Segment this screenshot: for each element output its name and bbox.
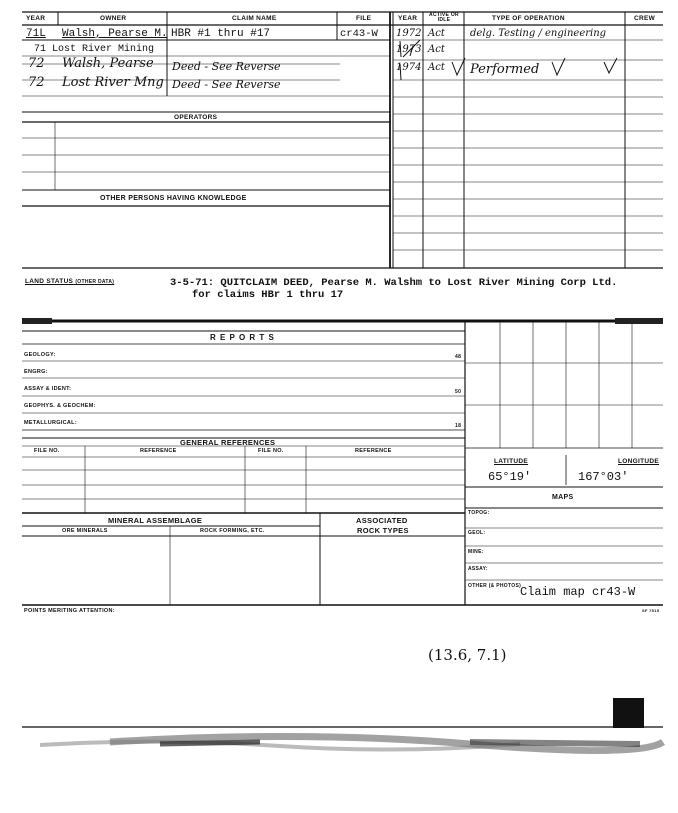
report-geology-num: 48 [455, 354, 462, 360]
latitude-label: LATITUDE [494, 458, 529, 465]
maps-other-label: OTHER (& PHOTOS) [468, 583, 522, 589]
points-meriting-attention-label: POINTS MERITING ATTENTION: [24, 608, 115, 614]
form-id: SF 7515 [642, 608, 660, 613]
report-geology-label: GEOLOGY: [24, 352, 56, 358]
header-active-idle: ACTIVE OR IDLE [429, 12, 459, 23]
ore-minerals-label: ORE MINERALS [62, 528, 108, 534]
header-owner: OWNER [100, 15, 127, 22]
operation-row-1-year: 1972 [396, 28, 422, 39]
operation-row-1-type: delg. Testing / engineering [470, 28, 607, 39]
header-file: FILE [356, 15, 372, 22]
general-references-title: GENERAL REFERENCES [180, 438, 276, 447]
maps-other-value: Claim map cr43-W [520, 585, 636, 599]
maps-geol-label: GEOL: [468, 530, 486, 536]
owner-row-1-claim-name: HBR #1 thru #17 [171, 28, 271, 40]
owner-row-3-claim-name: Deed - See Reverse [172, 60, 281, 73]
land-status-line-2: for claims HBr 1 thru 17 [192, 289, 344, 301]
owner-row-2-year: 71 [34, 44, 47, 55]
operation-row-1-active: Act [428, 28, 445, 39]
bottom-scan-smudge [22, 698, 663, 751]
operation-row-3-year: 1974 [396, 62, 422, 73]
reports-title: R E P O R T S [210, 333, 275, 342]
latitude-value: 65°19' [488, 470, 532, 484]
gr-header-file-no-2: FILE NO. [258, 448, 284, 454]
associated-label: ASSOCIATED [356, 516, 408, 525]
report-assay-num: 50 [455, 389, 462, 395]
gr-header-reference-1: REFERENCE [140, 448, 177, 454]
maps-assay-label: ASSAY: [468, 566, 488, 572]
rock-forming-label: ROCK FORMING, ETC. [200, 528, 265, 534]
other-persons-label: OTHER PERSONS HAVING KNOWLEDGE [100, 195, 247, 202]
land-status-label: LAND STATUS (OTHER DATA) [25, 278, 115, 285]
owner-row-3-owner: Walsh, Pearse [62, 56, 154, 71]
owner-row-1-file: cr43-W [340, 28, 378, 40]
owner-row-1-year: 71L [26, 28, 46, 40]
mineral-assemblage-title: MINERAL ASSEMBLAGE [108, 516, 203, 525]
operation-row-3-active: Act [428, 62, 445, 73]
maps-title: MAPS [552, 494, 574, 501]
header-crew: CREW [634, 15, 656, 22]
owner-row-1-owner: Walsh, Pearse M. [62, 28, 168, 40]
header-year: YEAR [26, 15, 46, 22]
report-metallurgical-label: METALLURGICAL: [24, 420, 77, 426]
owner-row-4-owner: Lost River Mng [62, 75, 164, 90]
report-assay-label: ASSAY & IDENT: [24, 386, 72, 392]
report-geophys-label: GEOPHYS. & GEOCHEM: [24, 403, 96, 409]
report-metallurgical-num: 18 [455, 423, 462, 429]
header-type-of-operation: TYPE OF OPERATION [492, 15, 565, 22]
operation-row-2-year: 1973 [396, 44, 422, 55]
owner-row-4-claim-name: Deed - See Reverse [172, 78, 281, 91]
rock-types-label: ROCK TYPES [357, 526, 409, 535]
header-year-2: YEAR [398, 15, 418, 22]
report-engrg-label: ENGRG: [24, 369, 48, 375]
handwritten-coordinates: (13.6, 7.1) [428, 646, 507, 664]
gr-header-file-no-1: FILE NO. [34, 448, 60, 454]
operation-row-2-active: Act [428, 44, 445, 55]
owner-row-2-owner: Lost River Mining [52, 44, 155, 55]
header-claim-name: CLAIM NAME [232, 15, 277, 22]
operation-row-3-type: Performed [470, 62, 540, 77]
maps-mine-label: MINE: [468, 549, 484, 555]
longitude-value: 167°03' [578, 470, 629, 484]
owner-row-4-year: 72 [28, 75, 45, 90]
longitude-label: LONGITUDE [618, 458, 659, 465]
operators-label: OPERATORS [174, 114, 218, 121]
owner-row-3-year: 72 [28, 56, 45, 71]
land-status-line-1: 3-5-71: QUITCLAIM DEED, Pearse M. Walshm to Lost River Mining Corp Ltd. [170, 277, 618, 289]
maps-topog-label: TOPOG: [468, 510, 490, 516]
gr-header-reference-2: REFERENCE [355, 448, 392, 454]
